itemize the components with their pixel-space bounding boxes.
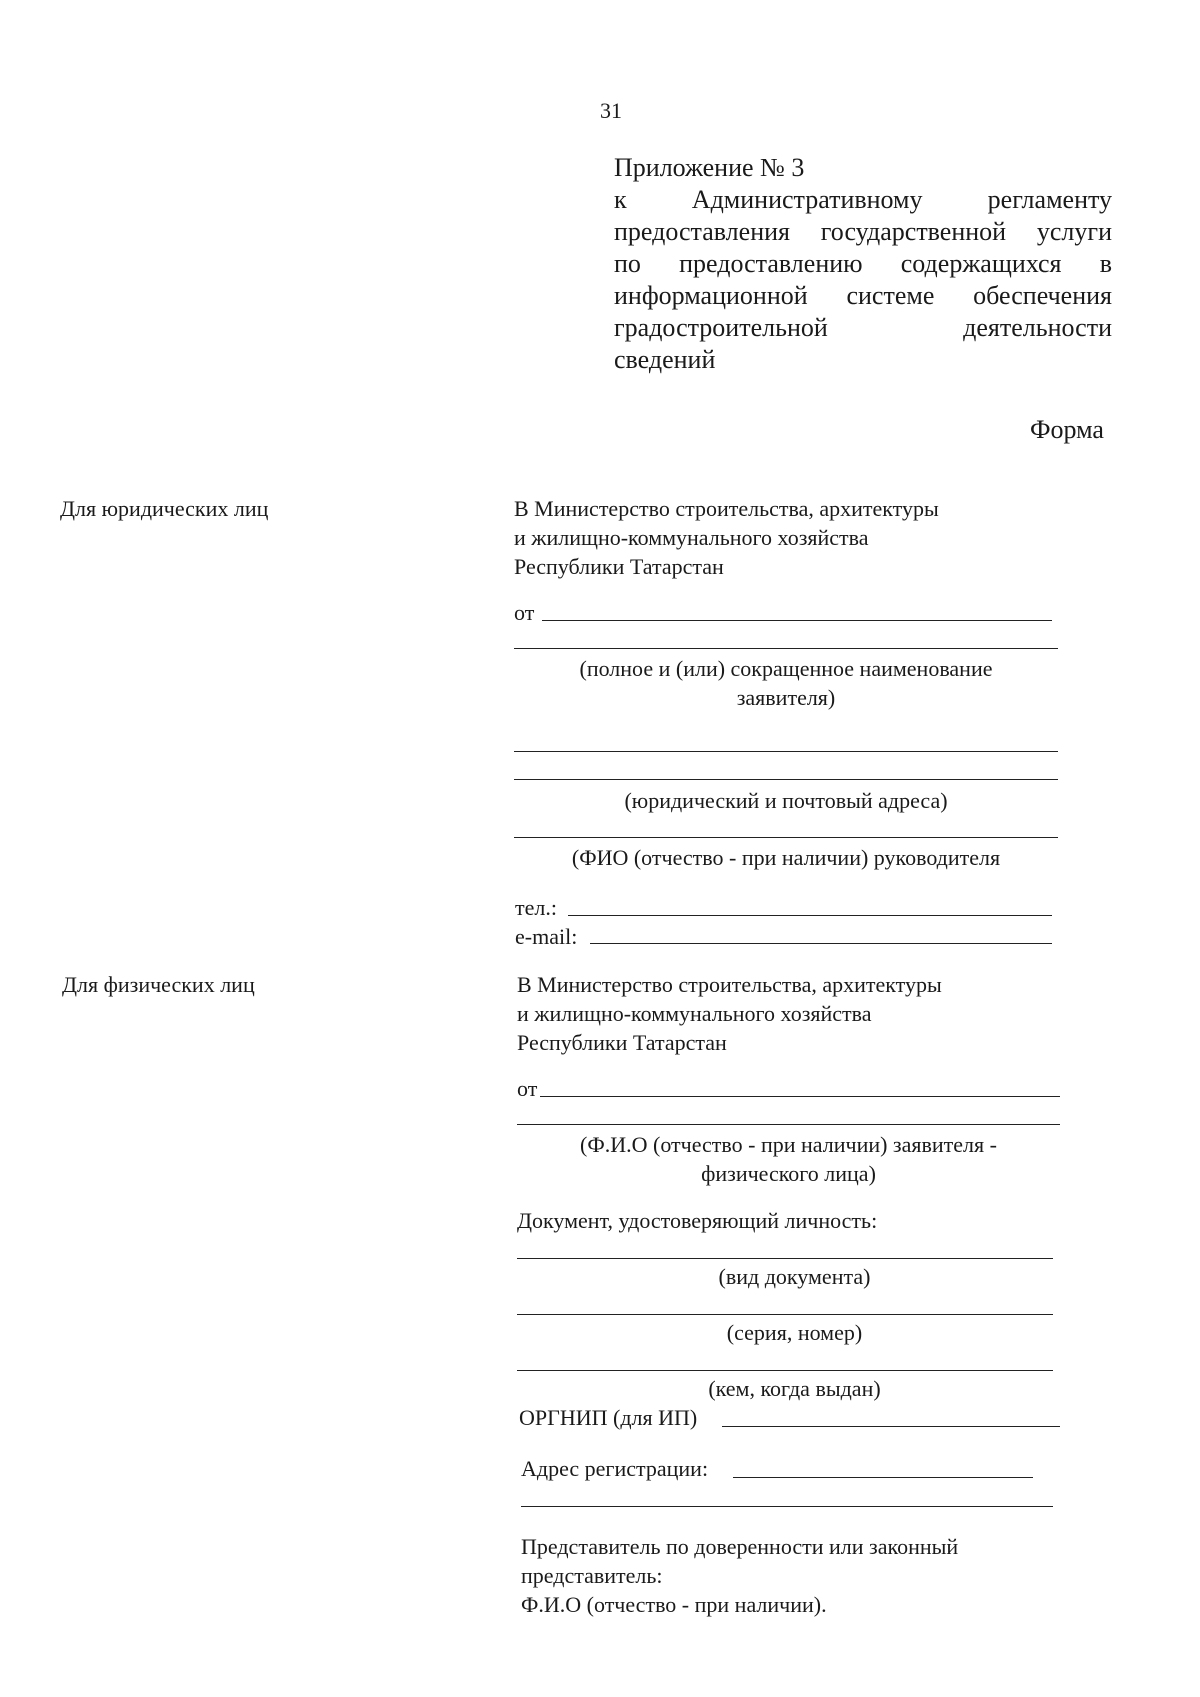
individual-addressee-line-3: Республики Татарстан — [517, 1030, 727, 1055]
legal-address-field-1[interactable] — [514, 751, 1058, 752]
individual-name-field[interactable] — [517, 1124, 1060, 1125]
appendix-line-4: информационной системе обеспечения — [614, 281, 1112, 310]
appendix-block — [614, 152, 1112, 376]
legal-head-field[interactable] — [514, 837, 1058, 838]
appendix-line-3: по предоставлению содержащихся в — [614, 249, 1112, 278]
representative-line-1: Представитель по доверенности или законный — [521, 1534, 959, 1559]
representative-line-3: Ф.И.О (отчество - при наличии). — [521, 1592, 827, 1617]
individual-section-label: Для физических лиц — [62, 972, 255, 997]
id-document-label: Документ, удостоверяющий личность: — [517, 1208, 878, 1233]
legal-phone-field[interactable] — [568, 915, 1052, 916]
appendix-title: Приложение № 3 — [614, 153, 805, 182]
page-number: 31 — [600, 98, 622, 123]
legal-addressee-line-2: и жилищно-коммунального хозяйства — [514, 525, 869, 550]
legal-name-field[interactable] — [514, 648, 1058, 649]
individual-from-field[interactable] — [540, 1096, 1060, 1097]
legal-from-field[interactable] — [542, 620, 1052, 621]
series-field[interactable] — [517, 1314, 1053, 1315]
individual-addressee-line-2: и жилищно-коммунального хозяйства — [517, 1001, 872, 1026]
appendix-line-1: к Административному регламенту — [614, 185, 1112, 214]
individual-addressee-line-1: В Министерство строительства, архитектуры — [517, 972, 942, 997]
appendix-line-6: сведений — [614, 345, 716, 374]
legal-addressee-line-3: Республики Татарстан — [514, 554, 724, 579]
legal-address-caption: (юридический и почтовый адреса) — [624, 788, 948, 813]
form-label: Форма — [1030, 415, 1104, 444]
reg-address-label: Адрес регистрации: — [521, 1456, 709, 1481]
legal-name-caption-2: заявителя) — [736, 685, 836, 710]
reg-address-field-1[interactable] — [733, 1477, 1033, 1478]
legal-email-label: e-mail: — [515, 924, 578, 949]
appendix-line-5: градостроительной деятельности — [614, 313, 1112, 342]
individual-from-label: от — [517, 1076, 538, 1101]
legal-email-field[interactable] — [590, 943, 1052, 944]
ogrnip-label: ОРГНИП (для ИП) — [519, 1405, 698, 1430]
legal-section-label: Для юридических лиц — [60, 496, 269, 521]
legal-head-caption: (ФИО (отчество - при наличии) руководителя — [571, 845, 1001, 870]
representative-block — [521, 1532, 958, 1619]
individual-name-caption-2: физического лица) — [701, 1161, 876, 1186]
individual-name-caption-1: (Ф.И.О (отчество - при наличии) заявителя - — [580, 1132, 997, 1157]
issued-field[interactable] — [517, 1370, 1053, 1371]
series-caption: (серия, номер) — [726, 1320, 863, 1345]
legal-address-field-2[interactable] — [514, 779, 1058, 780]
legal-phone-label: тел.: — [515, 895, 557, 920]
issued-caption: (кем, когда выдан) — [708, 1376, 881, 1401]
legal-from-label: от — [514, 600, 535, 625]
individual-addressee — [517, 970, 942, 1057]
legal-name-caption-1: (полное и (или) сокращенное наименование — [579, 656, 993, 681]
doc-type-caption: (вид документа) — [718, 1264, 871, 1289]
representative-line-2: представитель: — [521, 1563, 663, 1588]
legal-addressee — [514, 494, 939, 581]
appendix-line-2: предоставления государственной услуги — [614, 217, 1112, 246]
legal-addressee-line-1: В Министерство строительства, архитектуры — [514, 496, 939, 521]
reg-address-field-2[interactable] — [521, 1506, 1053, 1507]
ogrnip-field[interactable] — [722, 1426, 1060, 1427]
doc-type-field[interactable] — [517, 1258, 1053, 1259]
